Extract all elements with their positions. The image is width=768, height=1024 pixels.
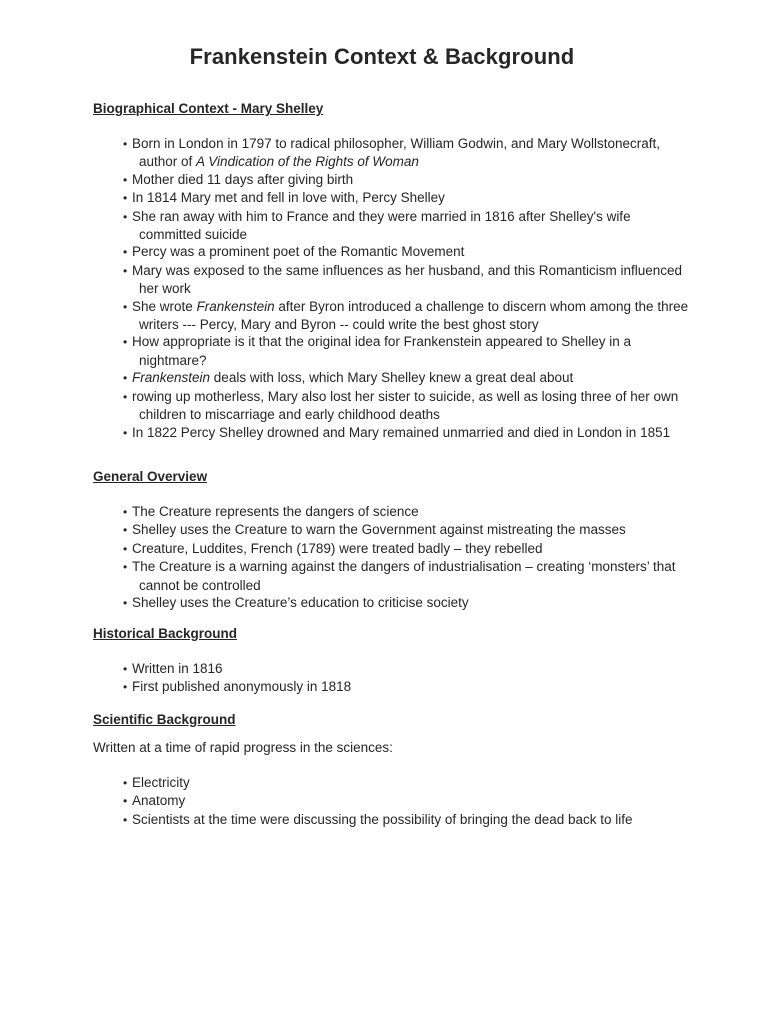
bullet-icon: • — [123, 209, 128, 224]
bullet-icon: • — [123, 191, 128, 206]
bullet-list-scientific — [93, 774, 693, 829]
section-historical — [93, 625, 693, 697]
bullet-icon: • — [123, 596, 128, 611]
section-heading-overview: General Overview — [93, 469, 208, 484]
bullet-icon: • — [123, 389, 128, 404]
list-item: • In 1814 Mary met and fell in love with, Percy Shelley — [93, 189, 693, 207]
bullet-icon: • — [123, 245, 128, 260]
bullet-icon: • — [123, 335, 128, 350]
list-item: • In 1822 Percy Shelley drowned and Mary remained unmarried and died in London in 1851 — [93, 424, 693, 442]
list-item: • First published anonymously in 1818 — [93, 678, 693, 696]
section-heading-biographical: Biographical Context - Mary Shelley — [93, 101, 324, 116]
bullet-icon: • — [123, 523, 128, 538]
list-item: • The Creature is a warning against the dangers of industrialisation – creating ‘monsters’ that cannot be controlled — [123, 559, 676, 593]
list-item: • Percy was a prominent poet of the Romantic Movement — [93, 243, 693, 261]
bullet-icon: • — [123, 371, 128, 386]
bullet-icon: • — [123, 263, 128, 278]
bullet-icon: • — [123, 505, 128, 519]
list-item: • rowing up motherless, Mary also lost her sister to suicide, as well as losing three of her own children to miscarriage and early childhood deaths — [123, 388, 679, 423]
section-overview — [93, 468, 693, 612]
list-item: • Anatomy — [93, 792, 693, 810]
bullet-icon: • — [123, 560, 128, 575]
bullet-list-historical — [93, 660, 693, 697]
list-item: • Shelley uses the Creature’s education to criticise society — [93, 594, 693, 612]
bullet-icon: • — [123, 137, 128, 151]
bullet-icon: • — [123, 172, 128, 187]
list-item: • Electricity — [93, 774, 693, 792]
bullet-icon: • — [123, 299, 128, 314]
bullet-icon: • — [123, 662, 128, 676]
section-heading-scientific: Scientific Background — [93, 712, 236, 727]
bullet-icon: • — [123, 794, 128, 809]
bullet-list-overview — [93, 503, 693, 612]
list-item: • The Creature represents the dangers of science — [93, 503, 693, 521]
bullet-list-biographical — [93, 135, 693, 442]
list-item: • She ran away with him to France and they were married in 1816 after Shelley's wife committed suicide — [123, 208, 631, 243]
list-item: • Mary was exposed to the same influences as her husband, and this Romanticism influenced her work — [123, 262, 683, 297]
section-scientific — [93, 711, 693, 829]
list-item: • Mother died 11 days after giving birth — [93, 171, 693, 189]
bullet-icon: • — [123, 541, 128, 556]
list-item: • She wrote Frankenstein after Byron introduced a challenge to discern whom among the three writers --- Percy, Mary and Byron -- could write the best ghost story — [123, 298, 689, 333]
list-item: • Shelley uses the Creature to warn the Government against mistreating the masses — [93, 521, 693, 539]
list-item: • How appropriate is it that the original idea for Frankenstein appeared to Shelley in a nightmare? — [123, 334, 632, 368]
bullet-icon: • — [123, 812, 128, 827]
list-item: • Creature, Luddites, French (1789) were treated badly – they rebelled — [93, 540, 693, 558]
bullet-icon: • — [123, 680, 128, 695]
section-heading-historical: Historical Background — [93, 626, 238, 641]
list-item: • Written in 1816 — [93, 660, 693, 678]
list-item: • Born in London in 1797 to radical philosopher, William Godwin, and Mary Wollstonecraft, author of A Vindication of the Rights of Woman — [123, 136, 661, 170]
section-biographical — [93, 100, 693, 442]
page-title: Frankenstein Context & Background — [189, 44, 575, 69]
list-item: • Scientists at the time were discussing the possibility of bringing the dead back to life — [93, 811, 693, 829]
list-item: • Frankenstein deals with loss, which Mary Shelley knew a great deal about — [93, 369, 693, 387]
bullet-icon: • — [123, 425, 128, 440]
bullet-icon: • — [123, 776, 128, 790]
section-intro-scientific: Written at a time of rapid progress in the sciences: — [93, 740, 393, 755]
